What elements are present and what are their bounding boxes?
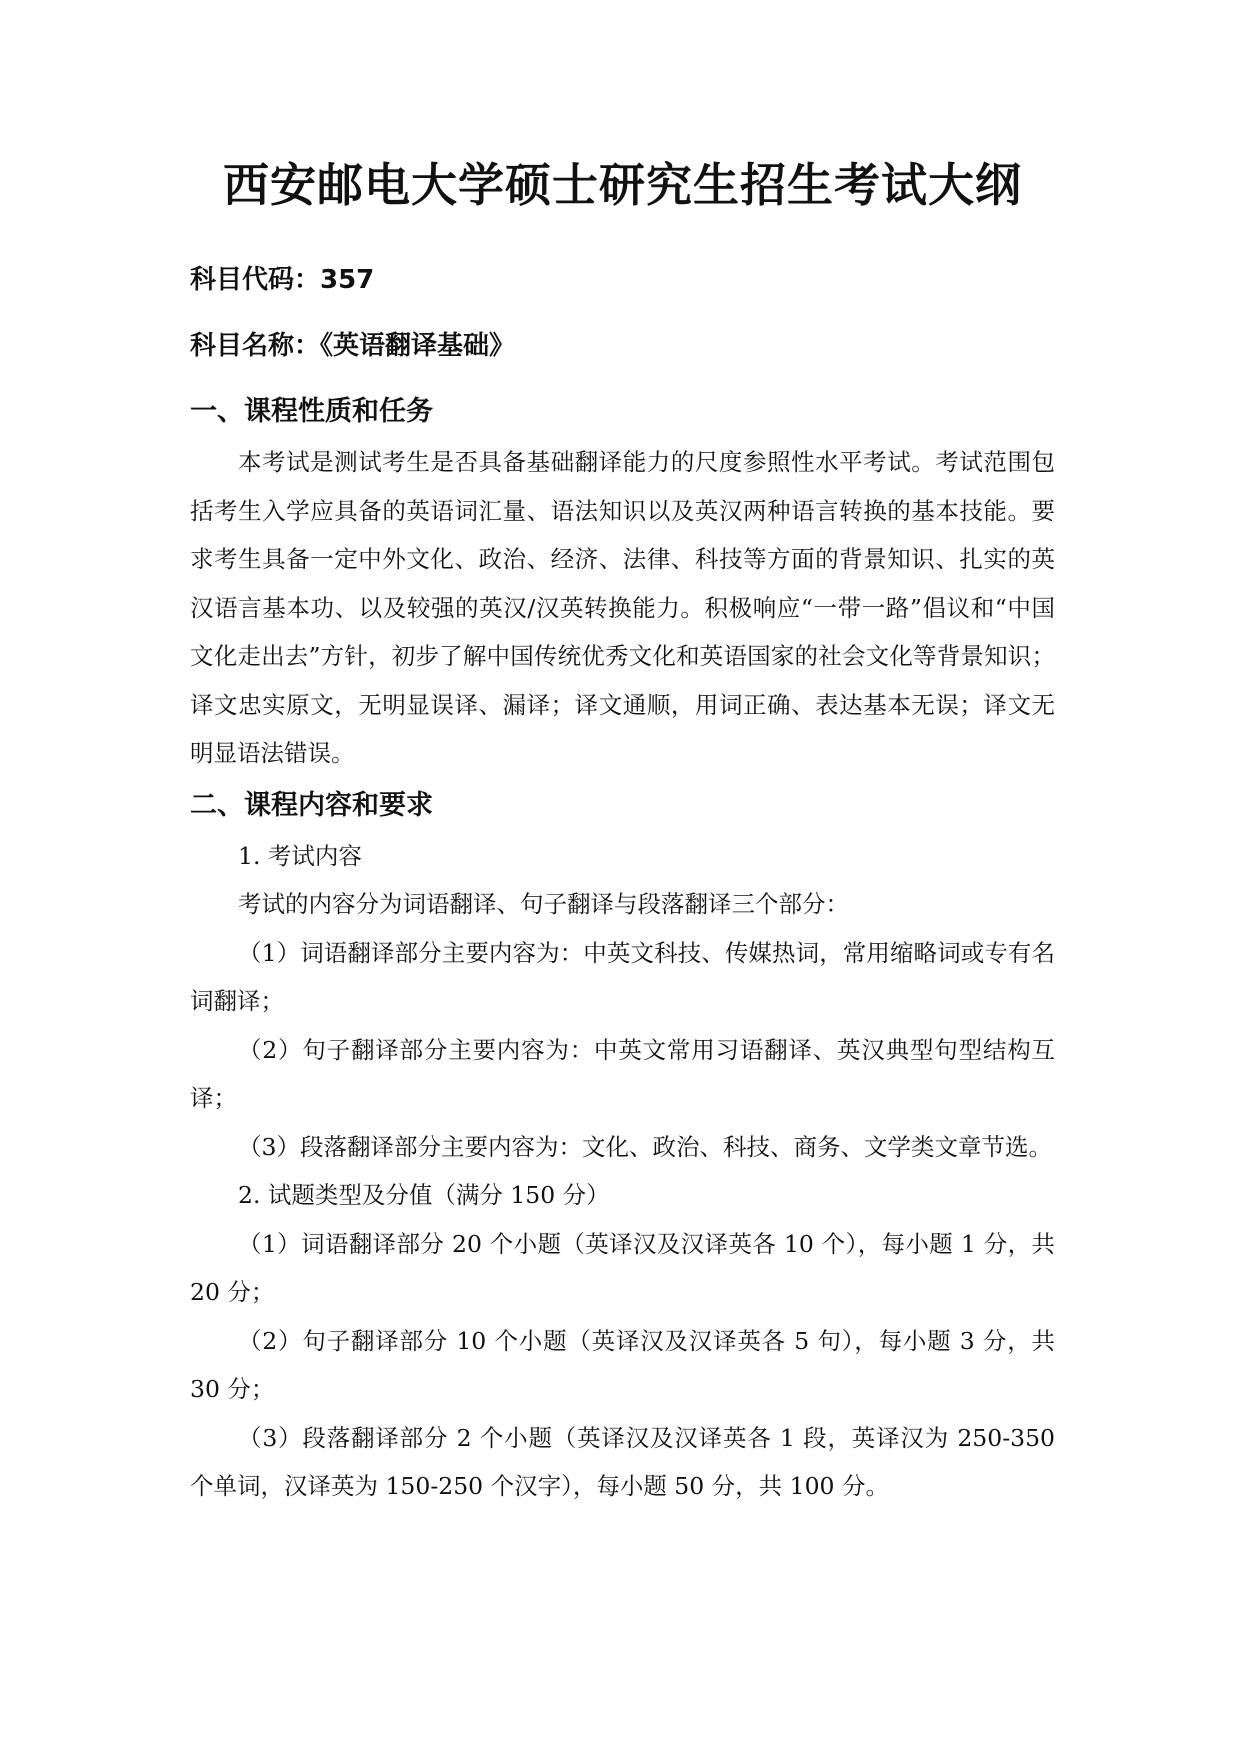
question-type-item: （3）段落翻译部分 2 个小题（英译汉及汉译英各 1 段，英译汉为 250-350 个单词，汉译英为 150-250 个汉字），每小题 50 分，共 100 分。 <box>190 1423 1055 1500</box>
section-2-heading: 二、课程内容和要求 <box>190 789 433 821</box>
question-types-heading: 2. 试题类型及分值（满分 150 分） <box>238 1181 610 1209</box>
section-1-paragraph: 本考试是测试考生是否具备基础翻译能力的尺度参照性水平考试。考试范围包括考生入学应具备的英语词汇量、语法知识以及英汉两种语言转换的基本技能。要求考生具备一定中外文化、政治、经济、法律、科技等方面的背景知识、扎实的英汉语言基本功、以及较强的英汉/汉英转换能力。积极响应“一带一路”倡议和“中国文化走出去”方针，初步了解中国传统优秀文化和英语国家的社会文化等背景知识；译文忠实原文，无明显误译、漏译；译文通顺，用词正确、表达基本无误；译文无明显语法错误。 <box>190 448 1055 767</box>
subject-code: 科目代码：357 <box>190 265 375 295</box>
document-title: 西安邮电大学硕士研究生招生考试大纲 <box>223 158 1022 212</box>
question-type-item: （1）词语翻译部分 20 个小题（英译汉及汉译英各 10 个），每小题 1 分，共 20 分； <box>190 1229 1055 1306</box>
exam-content-item: （1）词语翻译部分主要内容为：中英文科技、传媒热词，常用缩略词或专有名词翻译； <box>190 938 1055 1015</box>
exam-content-item: （2）句子翻译部分主要内容为：中英文常用习语翻译、英汉典型句型结构互译； <box>190 1035 1055 1112</box>
exam-content-intro: 考试的内容分为词语翻译、句子翻译与段落翻译三个部分： <box>238 890 849 918</box>
question-type-item: （2）句子翻译部分 10 个小题（英译汉及汉译英各 5 句），每小题 3 分，共 30 分； <box>190 1326 1055 1403</box>
subject-name: 科目名称：《英语翻译基础》 <box>190 331 516 361</box>
exam-content-heading: 1. 考试内容 <box>238 841 362 870</box>
exam-content-item: （3）段落翻译部分主要内容为：文化、政治、科技、商务、文学类文章节选。 <box>238 1132 1052 1161</box>
section-1-heading: 一、课程性质和任务 <box>190 396 433 427</box>
